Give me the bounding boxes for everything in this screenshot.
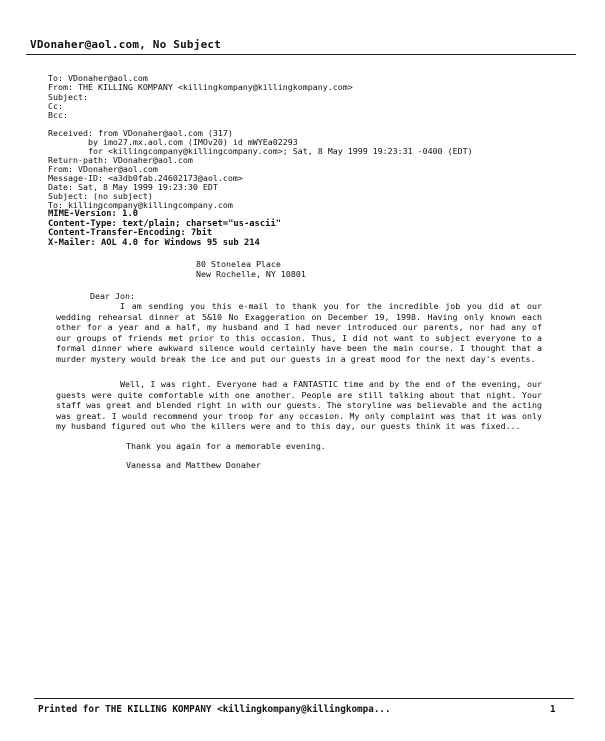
header-mailer: X-Mailer: AOL 4.0 for Windows 95 sub 214	[48, 238, 260, 248]
page-number: 1	[550, 704, 556, 715]
envelope-cc: Cc:	[48, 101, 63, 111]
header-received-2: by imo27.mx.aol.com (IMOv20) id mWYEa02293	[48, 137, 298, 147]
header-mime-version: MIME-Version: 1.0	[48, 209, 139, 219]
header-from: From: VDonaher@aol.com	[48, 164, 158, 174]
address-line-1: 80 Stonelea Place	[196, 259, 281, 269]
envelope-bcc: Bcc:	[48, 110, 68, 120]
envelope-subject: Subject:	[48, 92, 88, 102]
thanks-line: Thank you again for a memorable evening.	[126, 441, 326, 451]
print-title: VDonaher@aol.com, No Subject	[30, 38, 222, 51]
header-subject: Subject: (no subject)	[48, 191, 153, 201]
header-encoding: Content-Transfer-Encoding: 7bit	[48, 228, 213, 238]
header-message-id: Message-ID: <a3db0fab.24602173@aol.com>	[48, 173, 243, 183]
letter-paragraph-1: I am sending you this e-mail to thank you for the incredible job you did at our wedding rehearsal dinner at 5&10 No Exaggeration on December 19, 1998. Having only known each other for a year and a half, my husband and I had never introduced our parents, nor had any of our groups of friends met prior to this occasion. Thus, I did not want to subject everyone to a formal dinner where awkward silence would certainly have been the main course. I thought that a murder mystery would break the ice and put our guests in a great mood for the next day's events.	[56, 301, 542, 364]
header-return-path: Return-path: VDonaher@aol.com	[48, 155, 193, 165]
header-date: Date: Sat, 8 May 1999 19:23:30 EDT	[48, 182, 218, 192]
address-line-2: New Rochelle, NY 10801	[196, 269, 306, 279]
footer-divider	[34, 698, 574, 699]
header-received-1: Received: from VDonaher@aol.com (317)	[48, 128, 233, 138]
print-footer: Printed for THE KILLING KOMPANY <killingkompany@killingkompa...	[38, 704, 391, 715]
salutation: Dear Jon:	[90, 291, 135, 301]
envelope-from: From: THE KILLING KOMPANY <killingkompany@killingkompany.com>	[48, 82, 353, 92]
header-received-3: for <killingcompany@killingcompany.com>; Sat, 8 May 1999 19:23:31 -0400 (EDT)	[48, 146, 473, 156]
header-content-type: Content-Type: text/plain; charset="us-ascii"	[48, 219, 282, 229]
envelope-to: To: VDonaher@aol.com	[48, 73, 148, 83]
header-divider	[26, 54, 576, 55]
header-to: To: killingcompany@killingcompany.com	[48, 200, 233, 210]
letter-paragraph-2: Well, I was right. Everyone had a FANTASTIC time and by the end of the evening, our guests were quite comfortable with one another. People are still talking about that night. Your staff was great and blended right in with our guests. The storyline was believable and the acting was great. I would recommend your troop for any occasion. My only complaint was that it was only my husband figured out who the killers were and to this day, our guests think it was fixed...	[56, 379, 542, 432]
signature: Vanessa and Matthew Donaher	[126, 460, 261, 470]
